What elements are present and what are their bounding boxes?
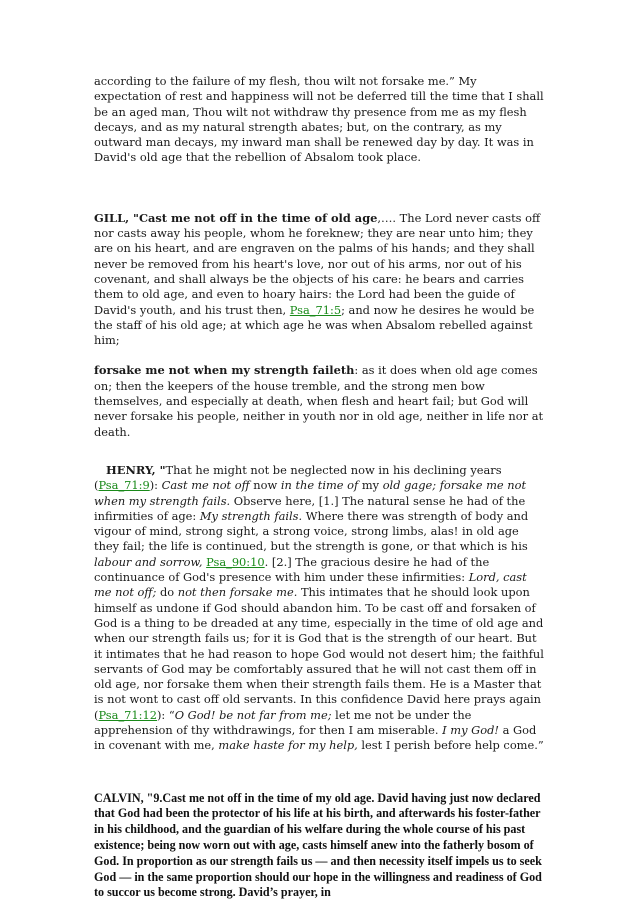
henry-text: ): — [149, 478, 162, 493]
henry-text: ): “ — [156, 707, 175, 722]
henry-italic: make haste for my help, — [218, 738, 358, 753]
henry-text: Where there was strength of body and vigour of mind, strong sight, a strong voice, strong limbs, alas! in old age they fail; the life is continued, but the strength is gone, or that which is his — [94, 508, 529, 554]
paragraph-spacer — [94, 348, 544, 363]
henry-italic: Lord, cast me not off; — [94, 570, 527, 600]
henry-italic: I my God! — [442, 722, 499, 737]
henry-heading: HENRY, " — [106, 462, 166, 477]
henry-italic: Cast me not off — [161, 478, 250, 493]
henry-text: my — [358, 478, 383, 493]
henry-italic: old gage; forsake me not when my strength fails. — [94, 478, 527, 508]
henry-paragraph — [94, 463, 544, 754]
henry-text: This intimates that he should look upon himself as undone if God should abandon him. To be cast off and forsaken of God is a thing to be dreaded at any time, especially in the time of old age and when our strength fails us; for it is God that is the strength of our heart. But it intimates that he had reason to hope God would not desert him; the faithful servants of God may be comfortably assured that he will not cast them off in old age, nor forsake them when their strength fails them. He is a Master that is not wont to cast off old servants. In this confidence David here prays again ( — [94, 585, 544, 722]
henry-text: let me not be under the apprehension of thy withdrawings, for then I am miserable. — [94, 707, 472, 737]
henry-italic: not then forsake me. — [177, 585, 298, 600]
gill-bold-phrase: forsake me not when my strength faileth — [94, 363, 355, 378]
scripture-link-psa-71-9[interactable]: Psa_71:9 — [98, 478, 150, 493]
gill-heading: GILL, "Cast me not off in the time of old age — [94, 210, 378, 225]
section-spacer — [94, 440, 544, 463]
henry-text: now — [249, 478, 281, 493]
section-spacer — [94, 754, 544, 791]
gill-paragraph-1 — [94, 211, 544, 349]
section-spacer — [94, 166, 544, 211]
intro-paragraph: according to the failure of my flesh, thou wilt not forsake me.” My expectation of rest and happiness will not be deferred till the time that I shall be an aged man, Thou wilt not withdraw thy presence from me as my flesh decays, and as my natural strength abates; but, on the contrary, as my outward man decays, my inward man shall be renewed day by day. It was in David's old age that the rebellion of Absalom took place. — [94, 74, 544, 165]
scripture-link-psa-71-5[interactable]: Psa_71:5 — [289, 302, 342, 317]
henry-text: . [2.] The gracious desire he had of the continuance of God's presence with him under these infirmities: — [94, 554, 490, 585]
gill-text-1-end: ; and now he desires he would be the staff of his old age; at which age he was when Absalom rebelled against him; — [94, 302, 535, 348]
henry-text: a God in covenant with me, — [94, 722, 537, 753]
henry-italic: My strength fails. — [199, 508, 303, 523]
henry-italic: labour and sorrow, — [94, 554, 203, 569]
henry-italic: in the time of — [280, 478, 359, 493]
gill-text-2: : as it does when old age comes on; then the keepers of the house tremble, and the strong men bow themselves, and especially at death, when flesh and heart fail; but God will never forsake his people, neither in youth nor in old age, neither in life nor at death. — [94, 363, 544, 439]
henry-text: lest I perish before help come.” — [357, 738, 544, 753]
henry-text: do — [156, 585, 178, 600]
henry-text: Observe here, [1.] The natural sense he had of the infirmities of age: — [94, 493, 526, 523]
henry-italic: O God! be not far from me; — [174, 707, 332, 722]
scripture-link-psa-90-10[interactable]: Psa_90:10 — [206, 554, 265, 569]
document-page — [94, 74, 544, 901]
calvin-paragraph: CALVIN, "9.Cast me not off in the time of my old age. David having just now declared that God had been the protector of his life at his birth, and afterwards his foster-father in his childhood, and the guardian of his welfare during the whole course of his past existence; being now worn out with age, casts himself anew into the fatherly bosom of God. In proportion as our strength fails us — and then necessity itself impels us to seek God — in the same proportion should our hope in the willingness and readiness of God to succor us become strong. David’s prayer, in — [94, 790, 542, 900]
gill-text-1: ,…. The Lord never casts off nor casts away his people, whom he foreknew; they are near unto him; they are on his heart, and are engraven on the palms of his hands; and they shall never be removed from his heart's love, nor out of his arms, nor out of his covenant, and shall always be the objects of his care: he bears and carries them to old age, and even to hoary hairs: the Lord had been the guide of David's youth, and his trust then, — [94, 210, 541, 317]
henry-text: That he might not be neglected now in his declining years ( — [94, 462, 502, 493]
gill-paragraph-2 — [94, 363, 544, 439]
scripture-link-psa-71-12[interactable]: Psa_71:12 — [98, 707, 157, 722]
